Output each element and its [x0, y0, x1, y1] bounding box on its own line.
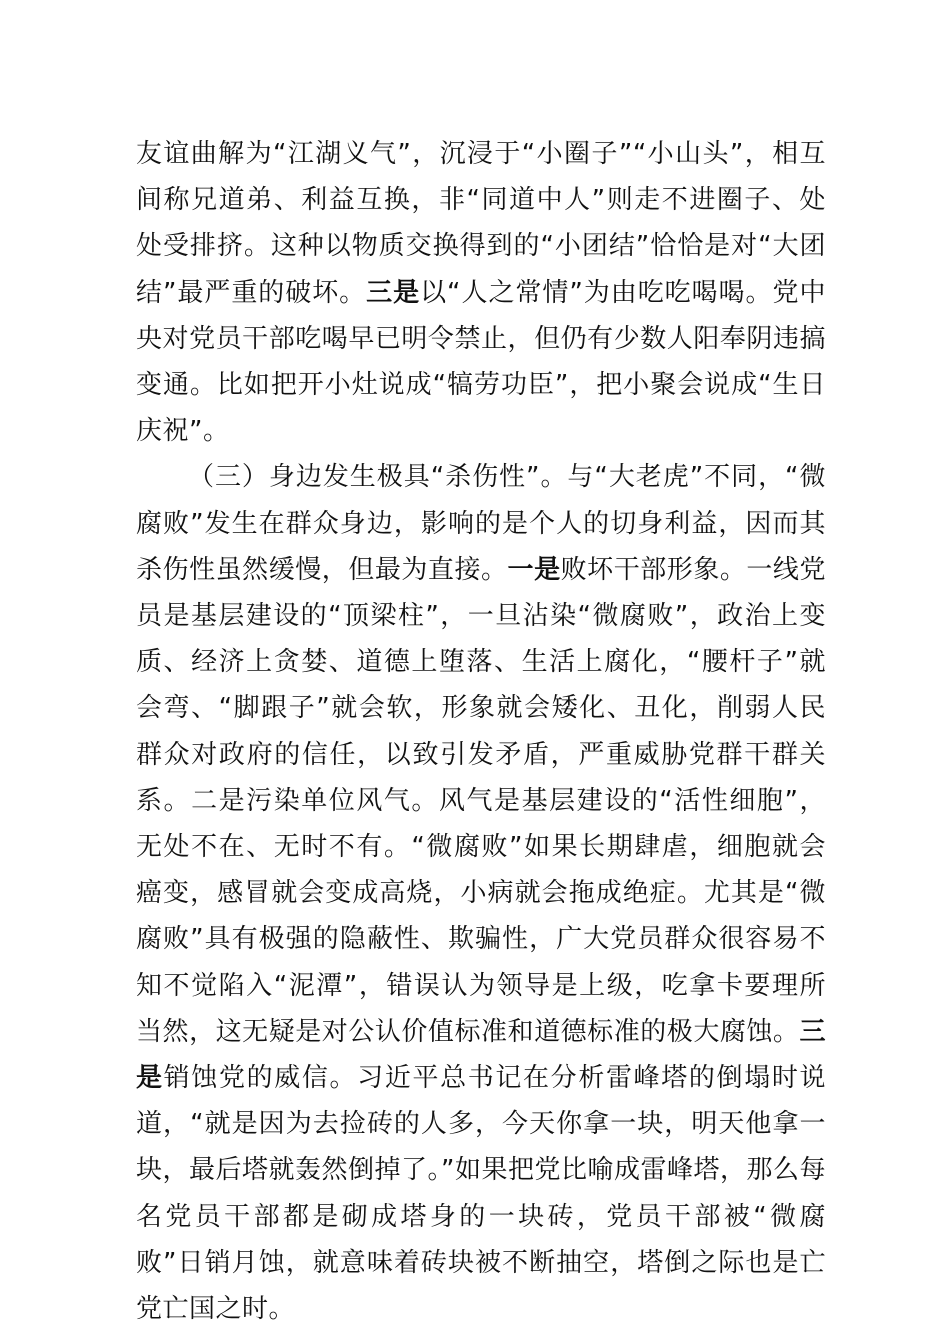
paragraph-2 [136, 454, 826, 1332]
paragraph-2-text-c: 销蚀党的威信。习近平总书记在分析雷峰塔的倒塌时说道，“就是因为去捡砖的人多，今天你拿一块，明天他拿一块，最后塔就轰然倒掉了。”如果把党比喻成雷峰塔，那么每名党员干部都是砌成塔身的一块砖，党员干部被“微腐败”日销月蚀，就意味着砖块被不断抽空，塔倒之际也是亡党亡国之时。 [136, 1063, 826, 1325]
paragraph-1-text-b: 以“人之常情”为由吃吃喝喝。党中央对党员干部吃喝早已明令禁止，但仍有少数人阳奉阴违搞变通。比如把开小灶说成“犒劳功臣”，把小聚会说成“生日庆祝”。 [136, 277, 826, 447]
paragraph-2-bold-label-1: 一是 [507, 554, 561, 585]
document-body [136, 131, 826, 1332]
paragraph-2-text-a: （三）身边发生极具“杀伤性”。与“大老虎”不同，“微腐败”发生在群众身边，影响的是个人的切身利益，因而其杀伤性虽然缓慢，但最为直接。 [136, 462, 826, 585]
paragraph-1 [136, 131, 826, 454]
paragraph-2-bold-label-2: 三是 [136, 1016, 826, 1094]
paragraph-1-text-a: 友谊曲解为“江湖义气”，沉浸于“小圈子”“小山头”，相互间称兄道弟、利益互换，非“同道中人”则走不进圈子、处处受排挤。这种以物质交换得到的“小团结”恰恰是对“大团结”最严重的破坏。 [136, 139, 826, 308]
paragraph-2-text-b: 败坏干部形象。一线党员是基层建设的“顶梁柱”，一旦沾染“微腐败”，政治上变质、经济上贪婪、道德上堕落、生活上腐化，“腰杆子”就会弯、“脚跟子”就会软，形象就会矮化、丑化，削弱人民群众对政府的信任，以致引发矛盾，严重威胁党群干群关系。二是污染单位风气。风气是基层建设的“活性细胞”，无处不在、无时不有。“微腐败”如果长期肆虐，细胞就会癌变，感冒就会变成高烧，小病就会拖成绝症。尤其是“微腐败”具有极强的隐蔽性、欺骗性，广大党员群众很容易不知不觉陷入“泥潭”，错误认为领导是上级，吃拿卡要理所当然，这无疑是对公认价值标准和道德标准的极大腐蚀。 [136, 554, 826, 1047]
paragraph-1-bold-label: 三是 [366, 277, 421, 308]
